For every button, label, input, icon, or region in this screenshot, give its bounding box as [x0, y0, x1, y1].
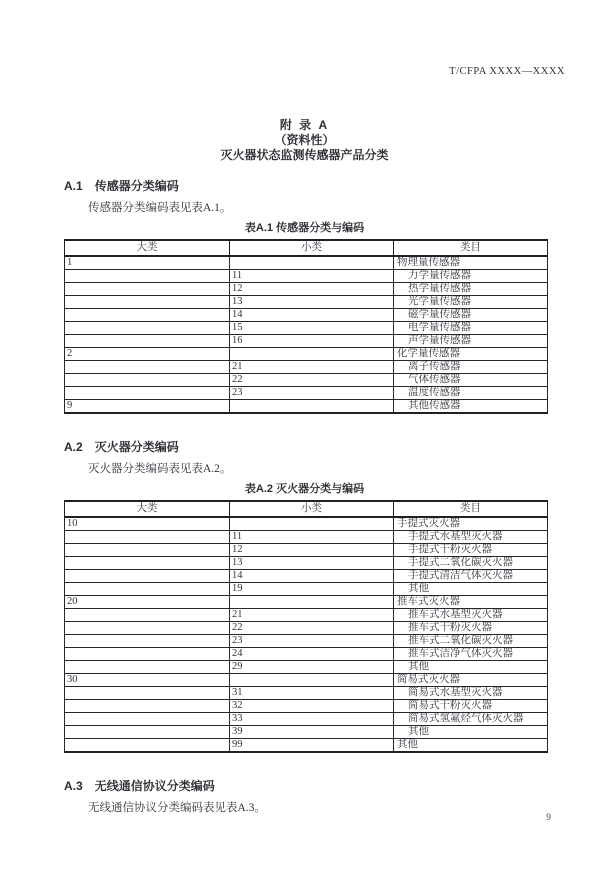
cell-category: 推车式水基型灭火器 [394, 609, 548, 622]
table-row [65, 596, 548, 609]
cell-minor-class: 29 [230, 661, 394, 674]
cell-category: 气体传感器 [394, 374, 548, 387]
cell-minor-class: 13 [230, 296, 394, 309]
table-row [65, 531, 548, 544]
cell-minor-class: 19 [230, 583, 394, 596]
cell-minor-class: 31 [230, 687, 394, 700]
cell-category: 简易式干粉灭火器 [394, 700, 548, 713]
cell-category: 离子传感器 [394, 361, 548, 374]
cell-major-class [65, 387, 230, 400]
cell-minor-class: 13 [230, 557, 394, 570]
cell-minor-class: 11 [230, 531, 394, 544]
cell-minor-class: 16 [230, 335, 394, 348]
cell-minor-class: 23 [230, 387, 394, 400]
table-row [65, 583, 548, 596]
cell-minor-class [230, 256, 394, 270]
cell-minor-class [230, 596, 394, 609]
table-row [65, 387, 548, 400]
table-row [65, 256, 548, 270]
cell-category: 其他 [394, 583, 548, 596]
table-row [65, 674, 548, 687]
table-header-cell: 大类 [65, 501, 230, 517]
cell-category: 简易式灭火器 [394, 674, 548, 687]
table-row [65, 713, 548, 726]
table-a2-caption: 表A.2 灭火器分类与编码 [244, 483, 365, 495]
section-a1-number: A.1 [64, 179, 83, 193]
cell-minor-class: 22 [230, 622, 394, 635]
cell-major-class [65, 322, 230, 335]
table-row [65, 348, 548, 361]
cell-category: 其他 [394, 661, 548, 674]
section-a3-body: 无线通信协议分类编码表见表A.3。 [88, 802, 266, 814]
cell-minor-class: 11 [230, 270, 394, 283]
cell-minor-class: 14 [230, 309, 394, 322]
table-header-cell: 小类 [230, 240, 394, 256]
appendix-title-line2: （资料性） [274, 133, 335, 147]
table-row [65, 517, 548, 531]
section-a1-heading [64, 179, 609, 193]
section-a2-heading [64, 440, 609, 454]
cell-category: 推车式干粉灭火器 [394, 622, 548, 635]
table-row [65, 361, 548, 374]
cell-minor-class: 32 [230, 700, 394, 713]
cell-category: 光学量传感器 [394, 296, 548, 309]
section-a2-body: 灭火器分类编码表见表A.2。 [88, 463, 232, 475]
cell-category: 手提式清洁气体灭火器 [394, 570, 548, 583]
cell-minor-class [230, 400, 394, 414]
document-code: T/CFPA XXXX—XXXX [449, 66, 565, 77]
table-row [65, 283, 548, 296]
cell-minor-class: 21 [230, 609, 394, 622]
table-header-cell: 类目 [394, 240, 548, 256]
cell-category: 推车式洁净气体灭火器 [394, 648, 548, 661]
table-header-cell: 类目 [394, 501, 548, 517]
cell-category: 其他 [394, 726, 548, 739]
cell-minor-class: 24 [230, 648, 394, 661]
cell-major-class: 10 [65, 517, 230, 531]
cell-category: 声学量传感器 [394, 335, 548, 348]
cell-major-class [65, 270, 230, 283]
table-row [65, 309, 548, 322]
cell-major-class [65, 309, 230, 322]
cell-category: 手提式灭火器 [394, 517, 548, 531]
section-a3-title: 无线通信协议分类编码 [94, 779, 215, 793]
cell-category: 磁学量传感器 [394, 309, 548, 322]
cell-category: 简易式氢氟烃气体灭火器 [394, 713, 548, 726]
section-a3-number: A.3 [64, 779, 83, 793]
section-a1-title: 传感器分类编码 [94, 179, 179, 193]
cell-category: 手提式水基型灭火器 [394, 531, 548, 544]
cell-major-class [65, 544, 230, 557]
cell-minor-class: 99 [230, 739, 394, 753]
table-row [65, 661, 548, 674]
table-row [65, 622, 548, 635]
cell-category: 热学量传感器 [394, 283, 548, 296]
cell-major-class [65, 700, 230, 713]
table-row [65, 544, 548, 557]
cell-category: 手提式二氧化碳灭火器 [394, 557, 548, 570]
cell-major-class [65, 648, 230, 661]
table-row [65, 609, 548, 622]
table-row [65, 570, 548, 583]
page-number: 9 [546, 813, 551, 823]
table-header-cell: 大类 [65, 240, 230, 256]
cell-minor-class: 39 [230, 726, 394, 739]
cell-category: 其他传感器 [394, 400, 548, 414]
cell-category: 电学量传感器 [394, 322, 548, 335]
appendix-title [0, 0, 609, 163]
cell-category: 温度传感器 [394, 387, 548, 400]
table-row [65, 400, 548, 414]
table-row [65, 726, 548, 739]
cell-major-class: 9 [65, 400, 230, 414]
cell-major-class [65, 713, 230, 726]
cell-minor-class: 15 [230, 322, 394, 335]
cell-major-class [65, 726, 230, 739]
table-row [65, 700, 548, 713]
appendix-title-line3: 灭火器状态监测传感器产品分类 [220, 148, 389, 162]
table-header-row [65, 501, 548, 517]
cell-category: 力学量传感器 [394, 270, 548, 283]
cell-category: 物理量传感器 [394, 256, 548, 270]
cell-major-class [65, 531, 230, 544]
extinguisher-classification-table [64, 500, 548, 753]
cell-major-class [65, 661, 230, 674]
section-a2-title: 灭火器分类编码 [94, 440, 179, 454]
cell-major-class: 30 [65, 674, 230, 687]
cell-major-class [65, 296, 230, 309]
cell-minor-class: 21 [230, 361, 394, 374]
cell-minor-class: 33 [230, 713, 394, 726]
table-header-row [65, 240, 548, 256]
cell-major-class [65, 374, 230, 387]
cell-minor-class: 12 [230, 283, 394, 296]
cell-minor-class: 22 [230, 374, 394, 387]
section-a3-heading [64, 779, 609, 793]
cell-minor-class [230, 348, 394, 361]
cell-major-class: 2 [65, 348, 230, 361]
table-header-cell: 小类 [230, 501, 394, 517]
cell-category: 推车式二氧化碳灭火器 [394, 635, 548, 648]
table-row [65, 648, 548, 661]
cell-minor-class: 14 [230, 570, 394, 583]
cell-major-class [65, 570, 230, 583]
cell-category: 化学量传感器 [394, 348, 548, 361]
section-a1-body: 传感器分类编码表见表A.1。 [88, 202, 232, 214]
cell-major-class [65, 557, 230, 570]
table-row [65, 374, 548, 387]
cell-major-class [65, 739, 230, 753]
table-row [65, 296, 548, 309]
table-row [65, 557, 548, 570]
cell-major-class: 20 [65, 596, 230, 609]
table-row [65, 270, 548, 283]
table-row [65, 739, 548, 753]
table-a1-caption: 表A.1 传感器分类与编码 [244, 222, 365, 234]
cell-category: 简易式水基型灭火器 [394, 687, 548, 700]
table-row [65, 335, 548, 348]
table-row [65, 322, 548, 335]
table-row [65, 687, 548, 700]
section-a2-number: A.2 [64, 440, 83, 454]
cell-major-class [65, 635, 230, 648]
cell-major-class [65, 361, 230, 374]
cell-major-class [65, 687, 230, 700]
cell-major-class: 1 [65, 256, 230, 270]
cell-minor-class [230, 674, 394, 687]
cell-minor-class: 23 [230, 635, 394, 648]
appendix-title-line1: 附 录 A [279, 118, 330, 132]
cell-major-class [65, 335, 230, 348]
table-row [65, 635, 548, 648]
cell-minor-class [230, 517, 394, 531]
cell-major-class [65, 609, 230, 622]
cell-category: 推车式灭火器 [394, 596, 548, 609]
cell-major-class [65, 622, 230, 635]
cell-category: 其他 [394, 739, 548, 753]
sensor-classification-table [64, 239, 548, 414]
cell-category: 手提式干粉灭火器 [394, 544, 548, 557]
cell-minor-class: 12 [230, 544, 394, 557]
cell-major-class [65, 583, 230, 596]
cell-major-class [65, 283, 230, 296]
